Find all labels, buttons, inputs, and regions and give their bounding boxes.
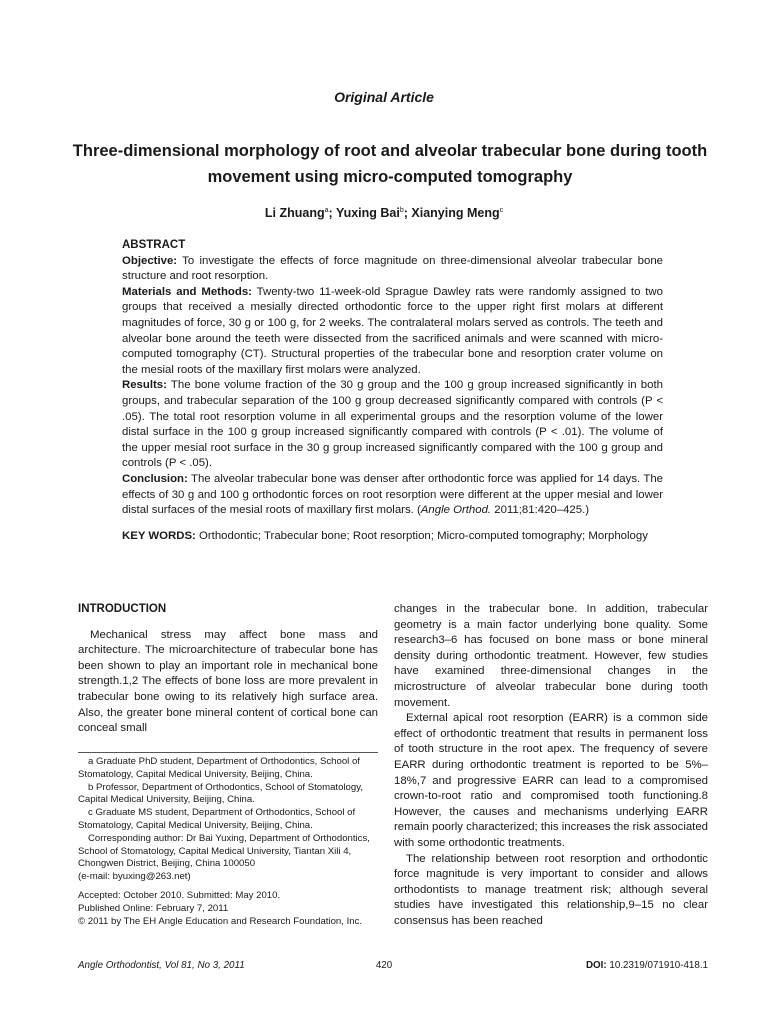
abstract-keywords [122, 529, 663, 545]
abstract-heading: ABSTRACT [122, 239, 186, 251]
section-label: Original Article [334, 89, 434, 105]
footnote-c: c Graduate MS student, Department of Orthodontics, School of Stomatology, Capital Medical University, Beijing, China. [78, 807, 356, 831]
copyright: © 2011 by The EH Angle Education and Research Foundation, Inc. [78, 915, 363, 927]
results-text: The bone volume fraction of the 30 g group and the 100 g group increased significantly in both groups, and trabecular separation of the 100 g group decreased significantly compared with controls (P < .05). The total root resorption volume in all experimental groups and the resorption volume of the lower distal surface in the 100 g group increased significantly compared with controls (P < .01). The volume of the upper mesial root surface in the 30 g group increased significantly compared with the 100 g group and controls (P < .05). [122, 379, 663, 470]
abstract [122, 238, 663, 544]
footnote-divider [78, 752, 378, 753]
footnotes [78, 756, 378, 928]
citation-open: ( [417, 504, 421, 517]
citation-journal: Angle Orthod. [420, 504, 492, 517]
objective-label: Objective: [122, 254, 178, 267]
left-column [78, 602, 378, 737]
corresponding-author: Corresponding author: Dr Bai Yuxing, Department of Orthodontics, School of Stomatology, Capital Medical University, Tiantan Xili 4, Chongwen District, Beijing, China 100050 [78, 832, 370, 870]
affiliation-mark: b [399, 206, 404, 214]
conclusion-label: Conclusion: [122, 472, 188, 485]
published-date: Published Online: February 7, 2011 [78, 902, 229, 914]
introduction-heading: INTRODUCTION [78, 603, 167, 615]
affiliation-mark: a [324, 206, 329, 214]
page-number: 420 [375, 960, 393, 971]
results-label: Results: [122, 379, 167, 392]
author-list: Li Zhuang$^a$; Yuxing Bai$^b$; Xianying Meng$^c$ [264, 206, 504, 220]
conclusion-text: The alveolar trabecular bone was denser after orthodontic force was applied for 14 days. The effects of 30 g and 100 g orthodontic forces on root resorption were different at the upper mesial and lower distal surfaces of the mesial roots of maxillary first molars. [122, 472, 663, 517]
author-name: Xianying Meng [411, 206, 500, 220]
author-email[interactable]: (e-mail: byuxing@263.net) [78, 871, 191, 883]
keywords-text: Orthodontic; Trabecular bone; Root resorption; Micro-computed tomography; Morphology [199, 529, 648, 542]
methods-text: Twenty-two 11-week-old Sprague Dawley rats were randomly assigned to two groups that received a mesially directed orthodontic force to the upper right first molars at different magnitudes of force, 30 g or 100 g, for 2 weeks. The contralateral molars served as controls. The teeth and alveolar bone around the teeth were dissected from the sacrificed animals and were scanned with micro-computed tomography (CT). Structural properties of the trabecular bone and resorption crater volume on the mesial roots of the maxillary first molars were analyzed. [122, 285, 663, 376]
footnote-a: a Graduate PhD student, Department of Orthodontics, School of Stomatology, Capital Medical University, Beijing, China. [78, 756, 360, 780]
intro-paragraph: changes in the trabecular bone. In addition, trabecular geometry is a main factor underlying bone quality. Some research3–6 has focused on bone mass or bone mineral density during orthodontic treatment. However, few studies have examined three-dimensional changes in the microstructure of alveolar trabecular bone during tooth movement. [394, 603, 708, 709]
methods-label: Materials and Methods: [122, 285, 252, 298]
abstract-methods [122, 285, 663, 379]
footnote-b: b Professor, Department of Orthodontics, School of Stomatology, Capital Medical University, Beijing, China. [78, 781, 363, 806]
citation-ref: 2011;81:420–425.) [494, 504, 590, 517]
article-title: Three-dimensional morphology of root and alveolar trabecular bone during tooth movement using micro-computed tomography [72, 142, 708, 186]
author-name: Yuxing Bai [335, 206, 400, 220]
abstract-results [122, 378, 663, 472]
journal-footer: Angle Orthodontist, Vol 81, No 3, 2011 [78, 960, 245, 971]
affiliation-mark: c [499, 206, 504, 214]
doi-label: DOI: [585, 960, 607, 971]
accepted-date: Accepted: October 2010. Submitted: May 2010. [78, 889, 281, 901]
intro-paragraph: Mechanical stress may affect bone mass and architecture. The microarchitecture of trabecular bone has been shown to play an important role in mechanical bone strength.1,2 The effects of bone loss are more prevalent in trabecular bone owing to its relatively high surface area. Also, the greater bone mineral content of cortical bone can conceal small [78, 628, 378, 735]
author-name: Li Zhuang [264, 206, 325, 220]
right-column [394, 602, 708, 929]
objective-text: To investigate the effects of force magnitude on three-dimensional alveolar trabecular bone structure and root resorption. [122, 254, 663, 283]
doi[interactable] [586, 960, 708, 971]
keywords-label: KEY WORDS: [122, 529, 196, 542]
intro-paragraph: The relationship between root resorption and orthodontic force magnitude is very important to consider and allows orthodontists to manage treatment risk; although several studies have investigated this relationship,9–15 no clear consensus has been reached [394, 852, 708, 927]
intro-paragraph: External apical root resorption (EARR) is a common side effect of orthodontic treatment that results in permanent loss of tooth structure in the root apex. The frequency of severe EARR during orthodontic treatment is reported to be 5%–18%,7 and progressive EARR can lead to a compromised crown-to-root ratio and compromised tooth functioning.8 However, the causes and mechanisms underlying EARR remain poorly characterized; this increases the risk associated with some orthodontic treatments. [394, 712, 709, 849]
abstract-conclusion [122, 472, 663, 519]
abstract-objective [122, 254, 663, 285]
doi-value[interactable]: 10.2319/071910-418.1 [609, 960, 708, 971]
